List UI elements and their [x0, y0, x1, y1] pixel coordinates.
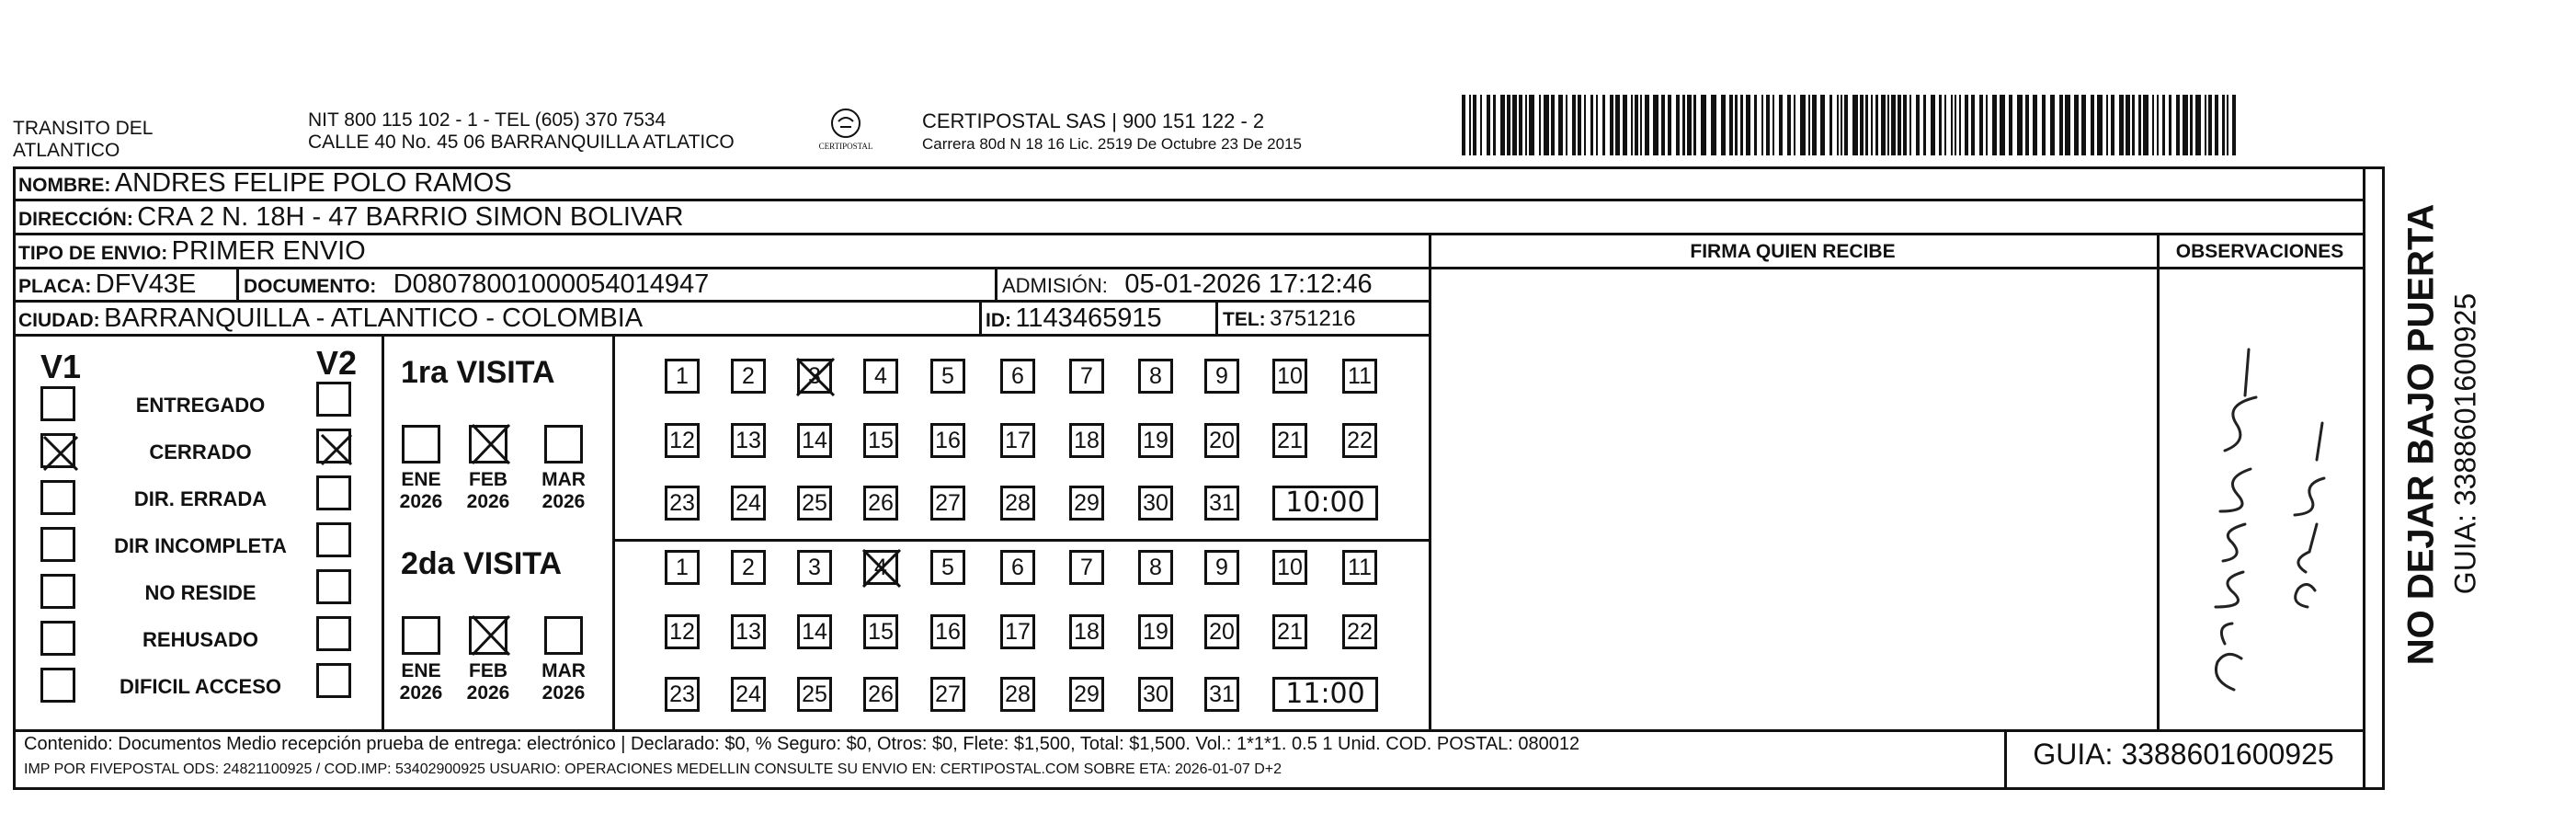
- id-cell: [986, 303, 1162, 334]
- day-box[interactable]: 23: [665, 677, 700, 712]
- day-box[interactable]: 19: [1138, 614, 1173, 649]
- visit1-title: 1ra VISITA: [401, 355, 555, 390]
- barcode: [1462, 95, 2243, 155]
- day-box[interactable]: 24: [731, 486, 766, 521]
- day-box[interactable]: 14: [797, 423, 832, 458]
- direccion-label: DIRECCIÓN:: [18, 209, 133, 230]
- status-label: ENTREGADO: [135, 394, 266, 417]
- company-info: [922, 109, 1302, 155]
- nombre-value: ANDRES FELIPE POLO RAMOS: [114, 168, 512, 198]
- ciudad-label: CIUDAD:: [18, 310, 100, 331]
- day-box[interactable]: 18: [1069, 423, 1104, 458]
- v2-checkbox[interactable]: [316, 522, 351, 557]
- time-box[interactable]: 10:00: [1272, 486, 1378, 521]
- v2-checkbox[interactable]: [316, 663, 351, 698]
- day-box[interactable]: 24: [731, 677, 766, 712]
- no-dejar-warning: NO DEJAR BAJO PUERTA: [2400, 203, 2442, 666]
- day-box[interactable]: 11: [1342, 359, 1377, 394]
- day-box[interactable]: 25: [797, 486, 832, 521]
- v2-checkbox[interactable]: [316, 429, 351, 464]
- admision-cell: [1002, 269, 1373, 300]
- tipo-label: TIPO DE ENVIO:: [18, 243, 168, 264]
- day-box[interactable]: 28: [1000, 677, 1035, 712]
- day-box[interactable]: 18: [1069, 614, 1104, 649]
- month-checkbox[interactable]: [402, 616, 440, 655]
- handwriting-signature: [2160, 331, 2363, 717]
- day-box[interactable]: 21: [1272, 423, 1307, 458]
- handwritten-observation: [2160, 331, 2363, 717]
- id-value: 1143465915: [1015, 303, 1162, 333]
- day-box[interactable]: 8: [1138, 550, 1173, 585]
- v2-checkbox[interactable]: [316, 475, 351, 510]
- day-box[interactable]: 10: [1272, 359, 1307, 394]
- status-label: DIR. ERRADA: [133, 487, 268, 510]
- day-box[interactable]: 16: [930, 614, 965, 649]
- direccion-row: [18, 202, 683, 233]
- day-box[interactable]: 6: [1000, 550, 1035, 585]
- day-box[interactable]: 11: [1342, 550, 1377, 585]
- imp-line: IMP POR FIVEPOSTAL ODS: 24821100925 / COD.IMP: 53402900925 USUARIO: OPERACIONES MEDELLIN CONSULTE SU ENVIO EN: CERTIPOSTAL.COM SOBRE ETA: 2026-01-07 D+2: [24, 761, 1282, 777]
- contenido-line: Contenido: Documentos Medio recepción prueba de entrega: electrónico | Declarado: $0, % Seguro: $0, Otros: $0, Flete: $1,500, Total: $1,500. Vol.: 1*1*1. 0.5 1 Unid. COD. POSTAL: 080012: [24, 734, 1580, 754]
- day-box[interactable]: 14: [797, 614, 832, 649]
- day-box[interactable]: 27: [930, 677, 965, 712]
- status-label: CERRADO: [149, 441, 252, 464]
- tel-cell: [1223, 306, 1356, 332]
- day-box[interactable]: 6: [1000, 359, 1035, 394]
- day-box[interactable]: 22: [1342, 423, 1377, 458]
- day-box[interactable]: 16: [930, 423, 965, 458]
- day-box[interactable]: 29: [1069, 486, 1104, 521]
- day-box[interactable]: 15: [863, 423, 898, 458]
- day-box[interactable]: 28: [1000, 486, 1035, 521]
- v2-checkbox[interactable]: [316, 382, 351, 417]
- certipostal-logo: [809, 105, 883, 160]
- logo-icon: [809, 105, 883, 160]
- day-box[interactable]: 13: [731, 614, 766, 649]
- day-box[interactable]: 9: [1204, 550, 1239, 585]
- day-box[interactable]: 20: [1204, 614, 1239, 649]
- tipo-value: PRIMER ENVIO: [171, 236, 366, 266]
- status-label: REHUSADO: [142, 628, 258, 651]
- day-box[interactable]: 25: [797, 677, 832, 712]
- day-box[interactable]: 2: [731, 550, 766, 585]
- status-label: DIR INCOMPLETA: [114, 534, 287, 557]
- tipo-row: [18, 236, 366, 267]
- day-box[interactable]: 7: [1069, 550, 1104, 585]
- placa-label: PLACA:: [18, 276, 92, 297]
- day-box[interactable]: 12: [665, 423, 700, 458]
- month-checkbox[interactable]: [469, 425, 507, 464]
- sender-contact: [308, 109, 735, 154]
- footer-guia: GUIA: 3388601600925: [2033, 738, 2334, 771]
- v1-checkbox[interactable]: [40, 527, 75, 562]
- sender-line-1: TRANSITO DEL: [13, 118, 154, 139]
- direccion-value: CRA 2 N. 18H - 47 BARRIO SIMON BOLIVAR: [137, 202, 684, 232]
- status-label: NO RESIDE: [144, 581, 256, 604]
- placa-cell: [18, 269, 196, 300]
- day-box[interactable]: 5: [930, 550, 965, 585]
- month-label: MAR 2026: [541, 469, 586, 512]
- day-box[interactable]: 26: [863, 486, 898, 521]
- side-guia: GUIA: 3388601600925: [2448, 292, 2482, 595]
- day-box[interactable]: 23: [665, 486, 700, 521]
- day-box[interactable]: 4: [863, 550, 898, 585]
- day-box[interactable]: 2: [731, 359, 766, 394]
- day-box[interactable]: 15: [863, 614, 898, 649]
- admision-label: ADMISIÓN:: [1002, 274, 1108, 297]
- month-label: FEB 2026: [466, 660, 510, 704]
- day-box[interactable]: 17: [1000, 614, 1035, 649]
- month-label: FEB 2026: [466, 469, 510, 512]
- day-box[interactable]: 17: [1000, 423, 1035, 458]
- month-checkbox[interactable]: [469, 616, 507, 655]
- day-box[interactable]: 12: [665, 614, 700, 649]
- observaciones-header: OBSERVACIONES: [2175, 241, 2344, 262]
- id-label: ID:: [986, 310, 1011, 331]
- v2-checkbox[interactable]: [316, 616, 351, 651]
- nombre-label: NOMBRE:: [18, 175, 111, 196]
- sender-line-2: ATLANTICO: [13, 140, 120, 161]
- day-box[interactable]: 13: [731, 423, 766, 458]
- day-box[interactable]: 7: [1069, 359, 1104, 394]
- admision-value: 05-01-2026 17:12:46: [1124, 269, 1373, 299]
- placa-value: DFV43E: [95, 269, 197, 299]
- month-checkbox[interactable]: [402, 425, 440, 464]
- v1-checkbox[interactable]: [40, 668, 75, 703]
- day-box[interactable]: 30: [1138, 677, 1173, 712]
- month-label: ENE 2026: [399, 469, 443, 512]
- v2-checkbox[interactable]: [316, 569, 351, 604]
- day-box[interactable]: 1: [665, 550, 700, 585]
- sender-name: [13, 118, 153, 162]
- company-line: CERTIPOSTAL SAS | 900 151 122 - 2: [922, 109, 1265, 132]
- v1-checkbox[interactable]: [40, 386, 75, 421]
- day-box[interactable]: 19: [1138, 423, 1173, 458]
- v2-header: V2: [316, 344, 358, 382]
- v1-checkbox[interactable]: [40, 574, 75, 609]
- ciudad-value: BARRANQUILLA - ATLANTICO - COLOMBIA: [104, 303, 644, 333]
- day-box[interactable]: 9: [1204, 359, 1239, 394]
- day-box[interactable]: 1: [665, 359, 700, 394]
- tel-label: TEL:: [1223, 309, 1266, 330]
- v1-checkbox[interactable]: [40, 621, 75, 656]
- nit-line: NIT 800 115 102 - 1 - TEL (605) 370 7534: [308, 109, 667, 131]
- nombre-row: [18, 168, 512, 199]
- logo-text: CERTIPOSTAL: [818, 142, 873, 151]
- license-line: Carrera 80d N 18 16 Lic. 2519 De Octubre 23 De 2015: [922, 135, 1302, 153]
- day-box[interactable]: 3: [797, 550, 832, 585]
- day-box[interactable]: 31: [1204, 486, 1239, 521]
- day-box[interactable]: 21: [1272, 614, 1307, 649]
- day-box[interactable]: 8: [1138, 359, 1173, 394]
- month-checkbox[interactable]: [544, 616, 583, 655]
- v1-checkbox[interactable]: [40, 480, 75, 515]
- day-box[interactable]: 4: [863, 359, 898, 394]
- day-box[interactable]: 10: [1272, 550, 1307, 585]
- documento-cell: [244, 269, 709, 300]
- time-box[interactable]: 11:00: [1272, 677, 1378, 712]
- address-line: CALLE 40 No. 45 06 BARRANQUILLA ATLATICO: [308, 132, 735, 153]
- day-box[interactable]: 27: [930, 486, 965, 521]
- day-box[interactable]: 20: [1204, 423, 1239, 458]
- day-box[interactable]: 26: [863, 677, 898, 712]
- status-label: DIFICIL ACCESO: [119, 675, 281, 698]
- firma-header: FIRMA QUIEN RECIBE: [1690, 241, 1896, 262]
- visit2-title: 2da VISITA: [401, 546, 563, 581]
- v1-checkbox[interactable]: [40, 433, 75, 468]
- day-box[interactable]: 31: [1204, 677, 1239, 712]
- day-box[interactable]: 22: [1342, 614, 1377, 649]
- day-box[interactable]: 5: [930, 359, 965, 394]
- month-label: MAR 2026: [541, 660, 586, 704]
- tel-value: 3751216: [1270, 306, 1356, 331]
- documento-label: DOCUMENTO:: [244, 276, 377, 297]
- documento-value: D08078001000054014947: [393, 269, 710, 299]
- month-label: ENE 2026: [399, 660, 443, 704]
- ciudad-cell: [18, 303, 643, 334]
- day-box[interactable]: 29: [1069, 677, 1104, 712]
- month-checkbox[interactable]: [544, 425, 583, 464]
- day-box[interactable]: 30: [1138, 486, 1173, 521]
- day-box[interactable]: 3: [797, 359, 832, 394]
- v1-header: V1: [40, 348, 82, 385]
